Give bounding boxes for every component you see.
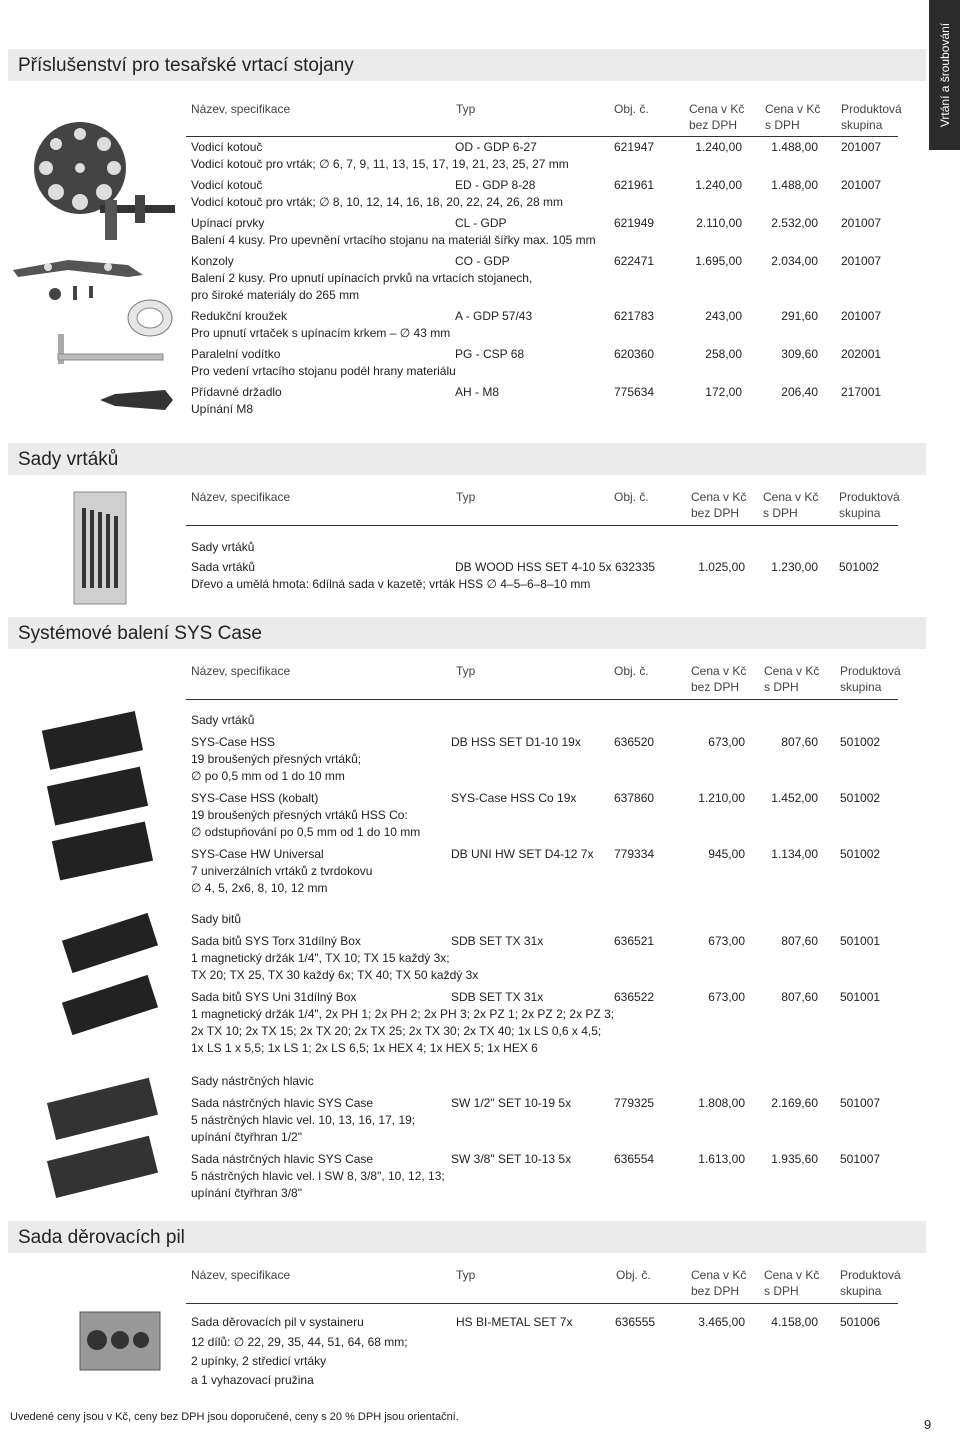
section-title: Systémové balení SYS Case bbox=[18, 623, 262, 644]
product-desc: Pro vedení vrtacího stojanu podél hrany materiálu bbox=[191, 364, 456, 378]
product-group: 501007 bbox=[840, 1096, 881, 1110]
product-desc: Dřevo a umělá hmota: 6dílná sada v kazetě; vrták HSS ∅ 4–5–6–8–10 mm bbox=[191, 577, 591, 591]
product-desc: 1 magnetický držák 1/4", 2x PH 1; 2x PH 2; 2x PH 3; 2x PZ 1; 2x PZ 2; 2x PZ 3; bbox=[191, 1007, 615, 1021]
product-desc: 5 nástrčných hlavic vel. l SW 8, 3/8", 10, 12, 13; bbox=[191, 1169, 445, 1183]
product-desc: 1 magnetický držák 1/4", TX 10; TX 15 každý 3x; bbox=[191, 951, 450, 965]
parallel-guide-image bbox=[48, 326, 168, 366]
product-desc: ∅ 4, 5, 2x6, 8, 10, 12 mm bbox=[191, 881, 328, 895]
price-gross: 807,60 bbox=[781, 934, 818, 948]
header-obj: Obj. č. bbox=[614, 664, 649, 678]
price-gross: 1.230,00 bbox=[771, 560, 818, 574]
product-name: Vodicí kotouč bbox=[191, 178, 263, 192]
product-group: 201007 bbox=[841, 216, 882, 230]
price-gross: 1.134,00 bbox=[771, 847, 818, 861]
product-name: Sada děrovacích pil v systaineru bbox=[191, 1315, 364, 1329]
header-cena1: Cena v Kč bbox=[691, 1268, 747, 1282]
clamp-image bbox=[95, 195, 185, 245]
product-desc: Vodicí kotouč pro vrták; ∅ 6, 7, 9, 11, 13, 15, 17, 19, 21, 23, 25, 27 mm bbox=[191, 157, 569, 171]
product-desc: 1x LS 1 x 5,5; 1x LS 1; 2x LS 6,5; 1x HEX 4; 1x HEX 5; 1x HEX 6 bbox=[191, 1041, 538, 1055]
side-tab bbox=[929, 0, 960, 150]
header-grp-sub: skupina bbox=[840, 680, 882, 694]
header-grp: Produktová bbox=[841, 102, 902, 116]
product-desc: pro široké materiály do 265 mm bbox=[191, 288, 360, 302]
header-obj: Obj. č. bbox=[616, 1268, 651, 1282]
price-net: 673,00 bbox=[708, 735, 745, 749]
hole-saw-systainer-image bbox=[75, 1300, 165, 1375]
header-name: Název, specifikace bbox=[191, 664, 291, 678]
divider bbox=[186, 1303, 898, 1304]
section-band-accessories bbox=[8, 49, 926, 81]
page-number: 9 bbox=[924, 1417, 932, 1432]
order-number: 636555 bbox=[615, 1315, 656, 1329]
header-cena1-sub: bez DPH bbox=[691, 680, 740, 694]
product-desc: 7 univerzálních vrtáků z tvrdokovu bbox=[191, 864, 373, 878]
product-type: SW 1/2" SET 10-19 5x bbox=[451, 1096, 572, 1110]
product-group: 202001 bbox=[841, 347, 882, 361]
product-desc: upínání čtyřhran 3/8" bbox=[191, 1186, 302, 1200]
header-cena2-sub: s DPH bbox=[765, 118, 800, 132]
price-net: 1.613,00 bbox=[698, 1152, 745, 1166]
header-cena1: Cena v Kč bbox=[689, 102, 745, 116]
product-group: 217001 bbox=[841, 385, 882, 399]
price-net: 3.465,00 bbox=[698, 1315, 745, 1329]
order-number: 636522 bbox=[614, 990, 655, 1004]
order-number: 621947 bbox=[614, 140, 655, 154]
section-title: Sada děrovacích pil bbox=[18, 1227, 185, 1248]
product-group: 201007 bbox=[841, 140, 882, 154]
price-gross: 4.158,00 bbox=[771, 1315, 818, 1329]
price-gross: 309,60 bbox=[781, 347, 818, 361]
sys-case-drills-image bbox=[20, 706, 170, 886]
product-type: DB WOOD HSS SET 4-10 5x bbox=[455, 560, 612, 574]
header-grp-sub: skupina bbox=[840, 1284, 882, 1298]
header-cena2: Cena v Kč bbox=[765, 102, 821, 116]
product-name: Upínací prvky bbox=[191, 216, 265, 230]
order-number: 621961 bbox=[614, 178, 655, 192]
price-gross: 2.532,00 bbox=[771, 216, 818, 230]
product-group: 501007 bbox=[840, 1152, 881, 1166]
header-cena2: Cena v Kč bbox=[764, 664, 820, 678]
product-type: CL - GDP bbox=[455, 216, 507, 230]
header-obj: Obj. č. bbox=[614, 102, 649, 116]
price-gross: 1.452,00 bbox=[771, 791, 818, 805]
section-title: Sady vrtáků bbox=[18, 449, 119, 470]
price-gross: 1.935,60 bbox=[771, 1152, 818, 1166]
product-name: Konzoly bbox=[191, 254, 234, 268]
product-name: Paralelní vodítko bbox=[191, 347, 281, 361]
drill-set-case-image bbox=[70, 488, 130, 608]
header-grp: Produktová bbox=[840, 1268, 901, 1282]
header-cena1-sub: bez DPH bbox=[689, 118, 738, 132]
product-name: SYS-Case HSS bbox=[191, 735, 276, 749]
price-gross: 2.034,00 bbox=[771, 254, 818, 268]
price-net: 258,00 bbox=[705, 347, 742, 361]
product-name: Sada vrtáků bbox=[191, 560, 256, 574]
price-net: 1.240,00 bbox=[695, 178, 742, 192]
product-name: Sada nástrčných hlavic SYS Case bbox=[191, 1152, 374, 1166]
price-net: 1.025,00 bbox=[698, 560, 745, 574]
product-desc: ∅ po 0,5 mm od 1 do 10 mm bbox=[191, 769, 345, 783]
product-name: Přídavné držadlo bbox=[191, 385, 282, 399]
order-number: 622471 bbox=[614, 254, 655, 268]
order-number: 636521 bbox=[614, 934, 655, 948]
price-net: 1.695,00 bbox=[695, 254, 742, 268]
order-number: 637860 bbox=[614, 791, 655, 805]
product-desc: TX 20; TX 25, TX 30 každý 6x; TX 40; TX 50 každý 3x bbox=[191, 968, 479, 982]
header-name: Název, specifikace bbox=[191, 102, 291, 116]
order-number: 636520 bbox=[614, 735, 655, 749]
side-tab-label: Vrtání a šroubování bbox=[937, 22, 952, 128]
price-net: 1.210,00 bbox=[698, 791, 745, 805]
product-desc: Vodicí kotouč pro vrták; ∅ 8, 10, 12, 14, 16, 18, 20, 22, 24, 26, 28 mm bbox=[191, 195, 564, 209]
group-title: Sady vrtáků bbox=[191, 540, 255, 554]
product-type: SDB SET TX 31x bbox=[451, 934, 544, 948]
group-title: Sady bitů bbox=[191, 912, 242, 926]
product-desc: Pro upnutí vrtaček s upínacím krkem – ∅ 43 mm bbox=[191, 326, 451, 340]
order-number: 620360 bbox=[614, 347, 655, 361]
product-group: 501002 bbox=[839, 560, 880, 574]
product-name: SYS-Case HW Universal bbox=[191, 847, 324, 861]
price-net: 945,00 bbox=[708, 847, 745, 861]
product-desc: 5 nástrčných hlavic vel. 10, 13, 16, 17, 19; bbox=[191, 1113, 416, 1127]
product-desc: 12 dílů: ∅ 22, 29, 35, 44, 51, 64, 68 mm; bbox=[191, 1335, 408, 1349]
product-desc: a 1 vyhazovací pružina bbox=[191, 1373, 314, 1387]
socket-set-image bbox=[35, 1070, 175, 1200]
product-group: 201007 bbox=[841, 309, 882, 323]
product-type: A - GDP 57/43 bbox=[455, 309, 533, 323]
price-net: 1.240,00 bbox=[695, 140, 742, 154]
header-grp-sub: skupina bbox=[839, 506, 881, 520]
header-cena1-sub: bez DPH bbox=[691, 506, 740, 520]
product-group: 201007 bbox=[841, 254, 882, 268]
header-grp: Produktová bbox=[839, 490, 900, 504]
section-band-sys-case bbox=[8, 617, 926, 649]
product-name: Sada bitů SYS Torx 31dílný Box bbox=[191, 934, 361, 948]
product-desc: ∅ odstupňování po 0,5 mm od 1 do 10 mm bbox=[191, 825, 421, 839]
header-type: Typ bbox=[456, 102, 476, 116]
header-cena1-sub: bez DPH bbox=[691, 1284, 740, 1298]
product-desc: 19 broušených přesných vrtáků; bbox=[191, 752, 362, 766]
price-net: 2.110,00 bbox=[696, 216, 742, 230]
header-obj: Obj. č. bbox=[614, 490, 649, 504]
price-gross: 206,40 bbox=[781, 385, 818, 399]
order-number: 621783 bbox=[614, 309, 655, 323]
price-net: 1.808,00 bbox=[698, 1096, 745, 1110]
order-number: 636554 bbox=[614, 1152, 655, 1166]
section-band-drill-sets bbox=[8, 443, 926, 475]
header-cena2-sub: s DPH bbox=[763, 506, 798, 520]
footer-note: Uvedené ceny jsou v Kč, ceny bez DPH jsou doporučené, ceny s 20 % DPH jsou orientační. bbox=[10, 1411, 459, 1423]
header-cena2: Cena v Kč bbox=[763, 490, 819, 504]
price-gross: 1.488,00 bbox=[771, 140, 818, 154]
price-net: 673,00 bbox=[708, 934, 745, 948]
product-desc: Balení 4 kusy. Pro upevnění vrtacího stojanu na materiál šířky max. 105 mm bbox=[191, 233, 596, 247]
product-type: SW 3/8" SET 10-13 5x bbox=[451, 1152, 572, 1166]
product-desc: 2x TX 10; 2x TX 15; 2x TX 20; 2x TX 25; 2x TX 30; 2x TX 40; 1x LS 0,6 x 4,5; bbox=[191, 1024, 602, 1038]
header-type: Typ bbox=[456, 664, 476, 678]
order-number: 779325 bbox=[614, 1096, 655, 1110]
header-type: Typ bbox=[456, 490, 476, 504]
header-cena2-sub: s DPH bbox=[764, 1284, 799, 1298]
header-grp-sub: skupina bbox=[841, 118, 883, 132]
product-type: DB UNI HW SET D4-12 7x bbox=[451, 847, 594, 861]
product-type: HS BI-METAL SET 7x bbox=[456, 1315, 573, 1329]
product-type: ED - GDP 8-28 bbox=[455, 178, 536, 192]
product-type: DB HSS SET D1-10 19x bbox=[451, 735, 581, 749]
product-desc: Upínání M8 bbox=[191, 402, 254, 416]
product-type: AH - M8 bbox=[455, 385, 500, 399]
price-gross: 2.169,60 bbox=[771, 1096, 818, 1110]
order-number: 775634 bbox=[614, 385, 655, 399]
price-gross: 807,60 bbox=[781, 735, 818, 749]
header-cena1: Cena v Kč bbox=[691, 664, 747, 678]
product-type: OD - GDP 6-27 bbox=[455, 140, 537, 154]
header-cena2: Cena v Kč bbox=[764, 1268, 820, 1282]
group-title: Sady vrtáků bbox=[191, 713, 255, 727]
header-cena2-sub: s DPH bbox=[764, 680, 799, 694]
product-group: 501006 bbox=[840, 1315, 881, 1329]
order-number: 632335 bbox=[615, 560, 656, 574]
header-type: Typ bbox=[456, 1268, 476, 1282]
product-name: SYS-Case HSS (kobalt) bbox=[191, 791, 319, 805]
bit-box-image bbox=[55, 906, 165, 1046]
product-type: CO - GDP bbox=[455, 254, 510, 268]
product-name: Sada bitů SYS Uni 31dílný Box bbox=[191, 990, 357, 1004]
screws-image bbox=[45, 282, 105, 304]
price-net: 673,00 bbox=[708, 990, 745, 1004]
product-name: Sada nástrčných hlavic SYS Case bbox=[191, 1096, 374, 1110]
product-name: Redukční kroužek bbox=[191, 309, 288, 323]
group-title: Sady nástrčných hlavic bbox=[191, 1074, 314, 1088]
divider bbox=[186, 699, 898, 700]
product-group: 501002 bbox=[840, 735, 881, 749]
price-gross: 291,60 bbox=[781, 309, 818, 323]
header-grp: Produktová bbox=[840, 664, 901, 678]
product-type: SDB SET TX 31x bbox=[451, 990, 544, 1004]
product-type: PG - CSP 68 bbox=[455, 347, 525, 361]
header-name: Název, specifikace bbox=[191, 1268, 291, 1282]
price-net: 243,00 bbox=[705, 309, 742, 323]
section-title: Příslušenství pro tesařské vrtací stojany bbox=[18, 55, 354, 76]
section-band-hole-saws bbox=[8, 1221, 926, 1253]
product-desc: 2 upínky, 2 středicí vrtáky bbox=[191, 1354, 327, 1368]
price-gross: 807,60 bbox=[781, 990, 818, 1004]
product-group: 501002 bbox=[840, 847, 881, 861]
product-name: Vodicí kotouč bbox=[191, 140, 263, 154]
product-group: 201007 bbox=[841, 178, 882, 192]
product-desc: Balení 2 kusy. Pro upnutí upínacích prvků na vrtacích stojanech, bbox=[191, 271, 533, 285]
divider bbox=[186, 136, 898, 137]
header-name: Název, specifikace bbox=[191, 490, 291, 504]
product-desc: 19 broušených přesných vrtáků HSS Co: bbox=[191, 808, 408, 822]
price-net: 172,00 bbox=[705, 385, 742, 399]
product-group: 501001 bbox=[840, 990, 881, 1004]
product-type: SYS-Case HSS Co 19x bbox=[451, 791, 577, 805]
order-number: 621949 bbox=[614, 216, 655, 230]
header-cena1: Cena v Kč bbox=[691, 490, 747, 504]
product-desc: upínání čtyřhran 1/2" bbox=[191, 1130, 302, 1144]
product-group: 501002 bbox=[840, 791, 881, 805]
price-gross: 1.488,00 bbox=[771, 178, 818, 192]
divider bbox=[186, 525, 898, 526]
handle-image bbox=[95, 380, 175, 420]
product-group: 501001 bbox=[840, 934, 881, 948]
order-number: 779334 bbox=[614, 847, 655, 861]
